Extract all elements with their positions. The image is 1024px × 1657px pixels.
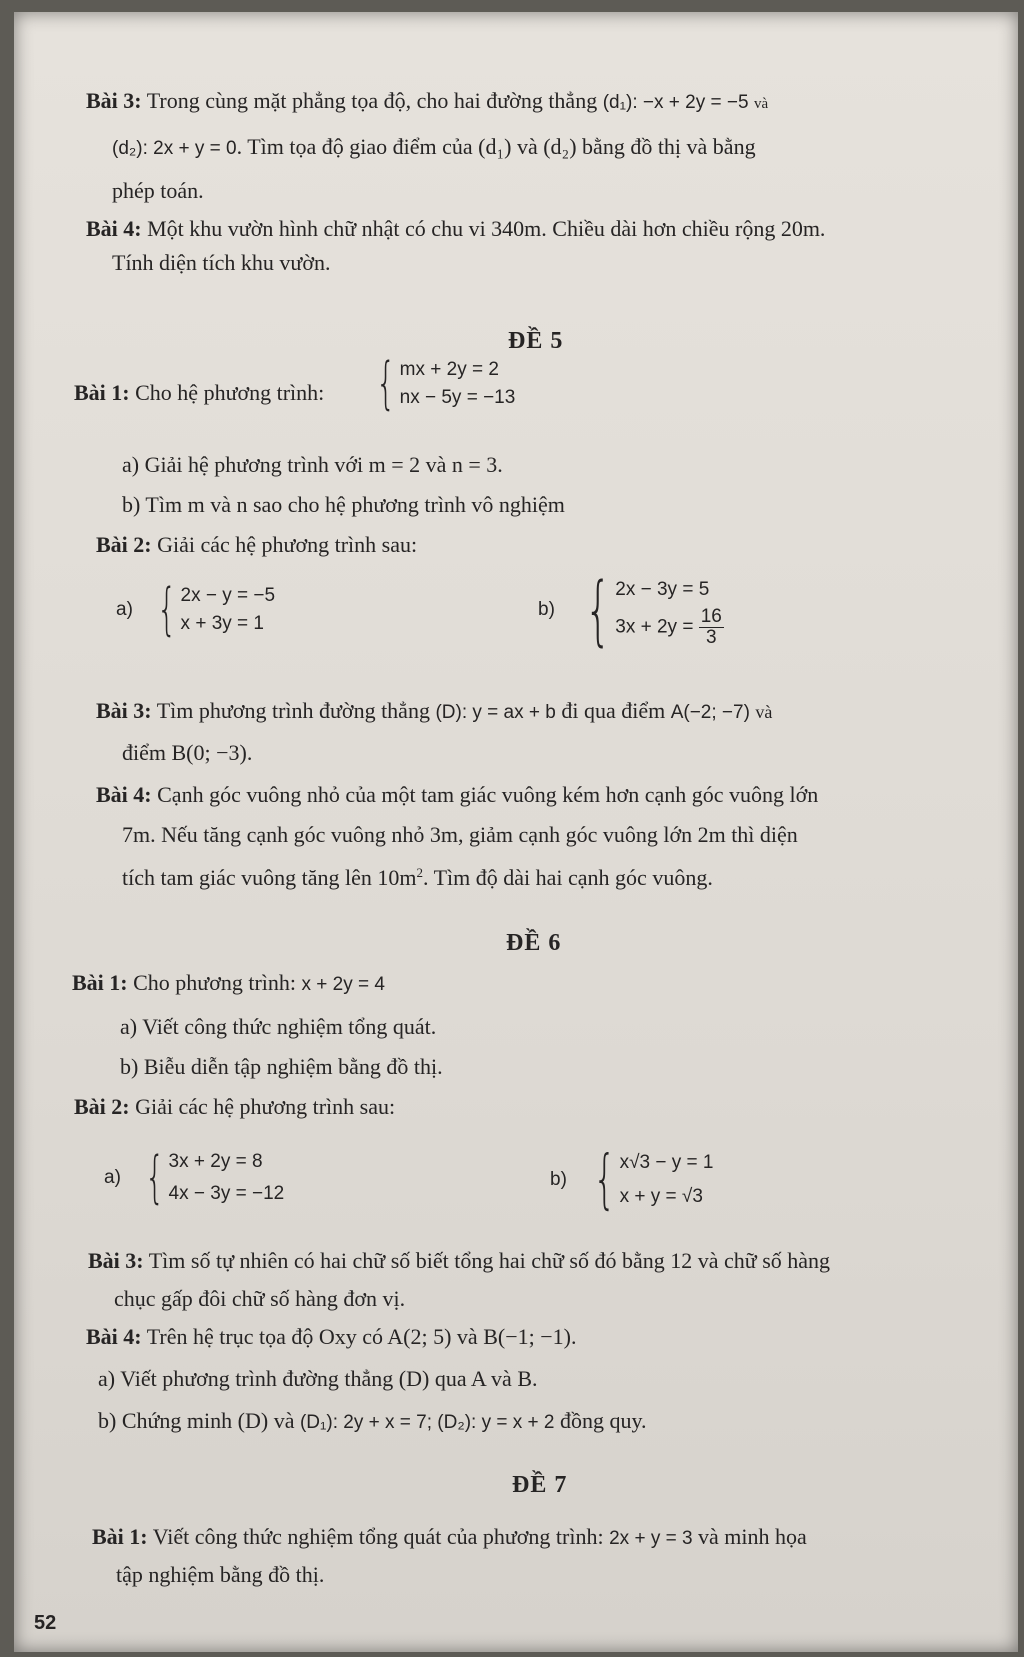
de5-bai1-text: Cho hệ phương trình:	[135, 380, 325, 405]
brace-icon: {	[144, 1145, 165, 1210]
de6-bai1-b: b) Biễu diễn tập nghiệm bằng đồ thị.	[120, 1054, 443, 1079]
de5-bai3-eq: (D): y = ax + b	[435, 702, 556, 723]
de4-bai3-text1: Trong cùng mặt phẳng tọa độ, cho hai đường thẳng	[146, 88, 598, 113]
de7-title: ĐỀ 7	[512, 1472, 568, 1498]
de6-bai2-b-eq2: x + y = √3	[619, 1186, 703, 1207]
de7-bai1-end: và minh họa	[698, 1524, 807, 1549]
de6-bai4-b-line	[98, 1406, 647, 1438]
page-number: 52	[34, 1612, 57, 1634]
de4-bai4-line1	[86, 214, 825, 244]
de6-bai2-line	[74, 1092, 395, 1122]
de5-bai1-a: a) Giải hệ phương trình với m = 2 và n = 3.	[122, 452, 503, 477]
de6-bai2-system-a	[104, 1146, 284, 1210]
de5-bai4-text3b: . Tìm độ dài hai cạnh góc vuông.	[423, 865, 713, 890]
de4-bai3-and: và	[754, 96, 769, 112]
de4-bai3-line1	[86, 86, 768, 119]
de6-bai1-line	[72, 968, 385, 1000]
de5-bai1-label: Bài 1:	[74, 380, 130, 405]
de6-bai2-label: Bài 2:	[74, 1094, 130, 1119]
brace-icon: {	[376, 351, 396, 416]
de5-bai2-line	[96, 530, 417, 560]
de5-bai2-a-eq1: 2x − y = −5	[180, 585, 276, 606]
de6-bai2-a-label: a)	[104, 1167, 121, 1188]
de6-bai4-b-text: b) Chứng minh (D) và	[98, 1408, 295, 1433]
de4-bai4-text1: Một khu vườn hình chữ nhật có chu vi 340m. Chiều dài hơn chiều rộng 20m.	[147, 216, 826, 241]
de6-bai1-label: Bài 1:	[72, 970, 128, 995]
de5-bai4-text3a: tích tam giác vuông tăng lên 10m	[122, 865, 417, 890]
de5-bai2-a-eq2: x + 3y = 1	[180, 613, 264, 634]
de5-bai2-b-eq1: 2x − 3y = 5	[615, 578, 710, 600]
de5-bai3-point-a: A(−2; −7)	[670, 702, 750, 723]
de6-bai2-a-eq2: 4x − 3y = −12	[168, 1183, 285, 1204]
de7-bai1-eq: 2x + y = 3	[609, 1528, 693, 1549]
de6-bai2-b-label: b)	[550, 1169, 567, 1190]
de5-bai1-system	[360, 351, 516, 416]
de5-bai2-a-label: a)	[116, 599, 133, 620]
de6-bai4-a: a) Viết phương trình đường thẳng (D) qua A và B.	[98, 1366, 538, 1391]
de6-bai4-b-eq: (D₁): 2y + x = 7; (D₂): y = x + 2	[299, 1412, 555, 1433]
de5-bai1-line	[74, 378, 324, 408]
de5-bai3-line2: điểm B(0; −3).	[122, 740, 253, 765]
de4-bai3-eq-d1: (d₁): −x + 2y = −5	[602, 92, 749, 113]
de6-bai2-b-eq1: x√3 − y = 1	[619, 1152, 714, 1173]
de5-bai3-line1	[96, 696, 772, 728]
de6-bai1-a: a) Viết công thức nghiệm tổng quát.	[120, 1014, 437, 1039]
de6-bai2-text: Giải các hệ phương trình sau:	[135, 1094, 396, 1119]
fraction-denominator: 3	[706, 626, 717, 648]
de5-bai4-line2: 7m. Nếu tăng cạnh góc vuông nhỏ 3m, giảm cạnh góc vuông lớn 2m thì diện	[122, 822, 798, 847]
de5-bai1-b: b) Tìm m và n sao cho hệ phương trình vô nghiệm	[122, 492, 565, 517]
de4-bai3-line2	[112, 132, 756, 164]
brace-icon: {	[584, 565, 612, 654]
de5-bai1-eq1: mx + 2y = 2	[399, 359, 499, 380]
de6-title: ĐỀ 6	[506, 930, 562, 956]
de7-bai1-label: Bài 1:	[92, 1524, 148, 1549]
de4-bai3-eq-d2: (d₂): 2x + y = 0	[112, 138, 237, 159]
fraction	[699, 607, 724, 648]
de5-bai4-superscript: 2	[416, 865, 423, 880]
de6-bai3-label: Bài 3:	[88, 1248, 144, 1273]
de5-bai4-label: Bài 4:	[96, 782, 152, 807]
de5-bai4-text1: Cạnh góc vuông nhỏ của một tam giác vuông kém hơn cạnh góc vuông lớn	[157, 782, 819, 807]
de5-bai4-line1	[96, 780, 818, 810]
de6-bai3-line2: chục gấp đôi chữ số hàng đơn vị.	[114, 1286, 406, 1311]
de6-bai4-text1: Trên hệ trục tọa độ Oxy có A(2; 5) và B(−1; −1).	[146, 1324, 577, 1349]
fraction-numerator: 16	[700, 605, 722, 627]
de7-bai1-line2: tập nghiệm bằng đồ thị.	[116, 1562, 325, 1587]
de5-bai2-text: Giải các hệ phương trình sau:	[157, 532, 418, 557]
de5-bai1-eq2: nx − 5y = −13	[399, 387, 516, 408]
textbook-page	[14, 12, 1018, 1652]
de5-bai2-system-b	[538, 565, 724, 654]
de6-bai4-line1	[86, 1322, 576, 1352]
de5-bai3-label: Bài 3:	[96, 698, 152, 723]
de6-bai3-text1: Tìm số tự nhiên có hai chữ số biết tổng hai chữ số đó bằng 12 và chữ số hàng	[148, 1248, 831, 1273]
de5-bai4-line3	[122, 858, 713, 893]
de5-bai2-b-eq2-wrap	[615, 607, 724, 648]
de5-bai2-b-eq2: 3x + 2y =	[615, 616, 694, 638]
de4-bai4-label: Bài 4:	[86, 216, 142, 241]
de4-bai3-text2: . Tìm tọa độ giao điểm của (d₁) và (d₂) bằng đồ thị và bằng	[236, 134, 756, 159]
de7-bai1-line1	[92, 1522, 807, 1554]
de7-bai1-text1: Viết công thức nghiệm tổng quát của phương trình:	[152, 1524, 604, 1549]
de5-bai2-b-label: b)	[538, 599, 555, 620]
de5-bai3-mid: đi qua điểm	[561, 698, 666, 723]
brace-icon: {	[156, 577, 177, 642]
de5-title: ĐỀ 5	[508, 328, 564, 354]
de6-bai2-a-eq1: 3x + 2y = 8	[168, 1151, 263, 1172]
de6-bai1-text: Cho phương trình:	[133, 970, 297, 995]
de6-bai2-system-b	[550, 1143, 714, 1217]
de4-bai3-label: Bài 3:	[86, 88, 142, 113]
de5-bai3-text1: Tìm phương trình đường thẳng	[156, 698, 430, 723]
brace-icon: {	[593, 1143, 616, 1217]
de5-bai2-label: Bài 2:	[96, 532, 152, 557]
de5-bai3-and: và	[755, 702, 773, 722]
de6-bai4-label: Bài 4:	[86, 1324, 142, 1349]
de6-bai1-eq: x + 2y = 4	[301, 974, 385, 995]
de5-bai2-system-a	[116, 577, 276, 642]
de6-bai3-line1	[88, 1246, 830, 1276]
de4-bai3-line3: phép toán.	[112, 178, 204, 203]
de6-bai4-b-end: đồng quy.	[559, 1408, 647, 1433]
de4-bai4-line2: Tính diện tích khu vườn.	[112, 250, 331, 275]
